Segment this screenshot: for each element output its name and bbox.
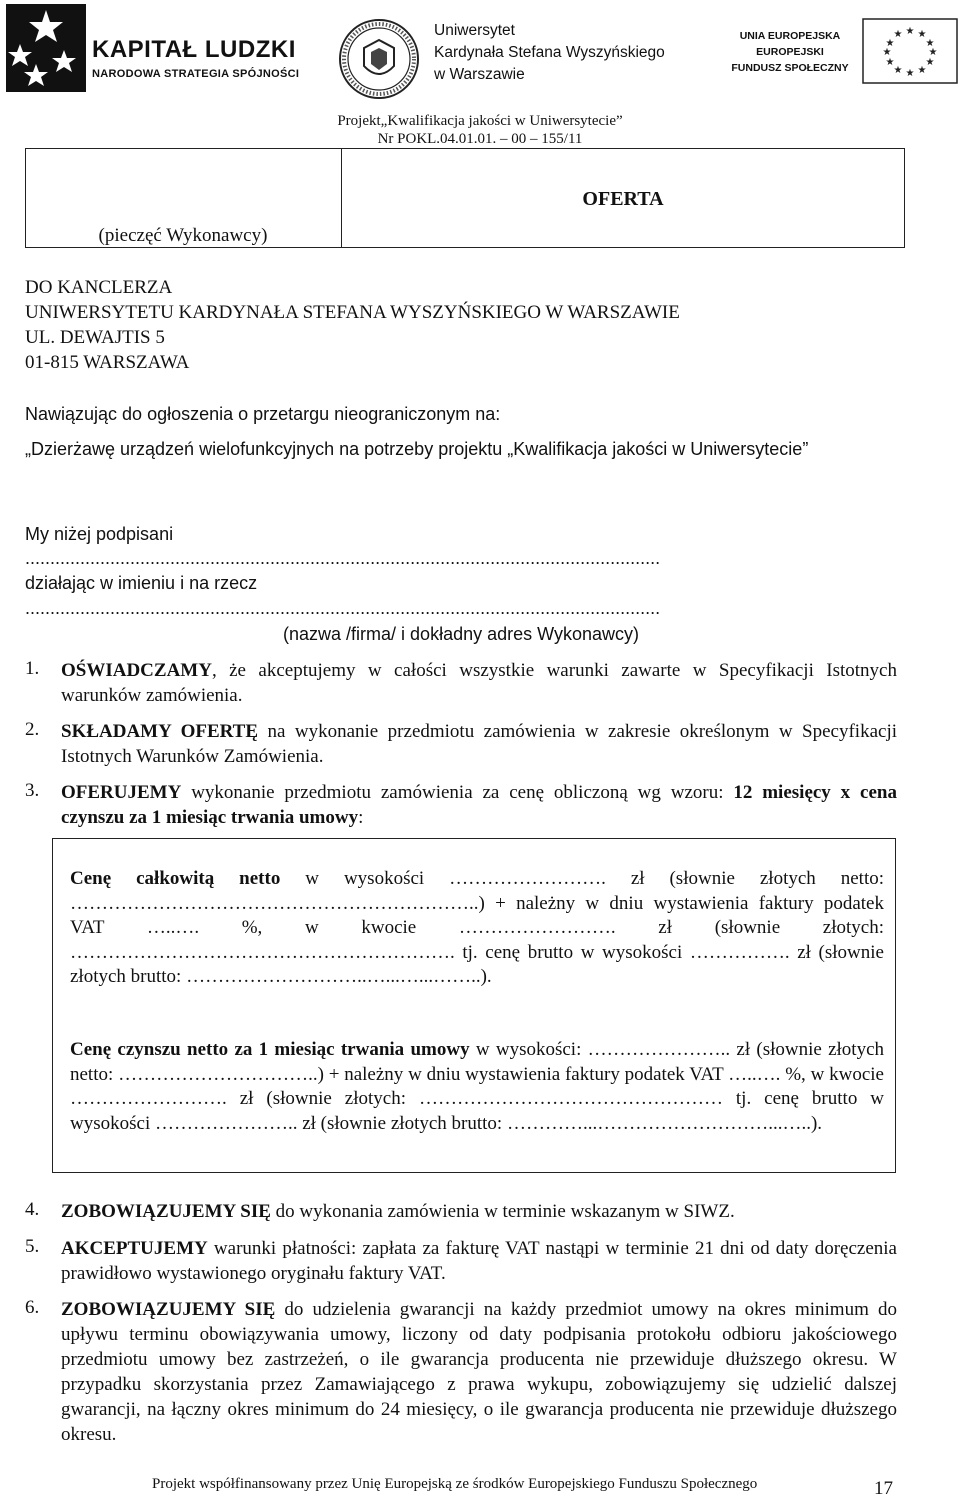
monthly-price-text	[70, 1038, 884, 1136]
svg-text:★: ★	[893, 65, 903, 76]
item-1-bold: OŚWIADCZAMY	[61, 660, 212, 681]
item-2-text	[61, 719, 897, 769]
page-number: 17	[874, 1478, 893, 1499]
eu-line-1: UNIA EUROPEJSKA	[739, 30, 841, 42]
monthly-price-label: Cenę czynszu netto za 1 miesiąc trwania umowy	[70, 1039, 470, 1060]
university-line-2: Kardynała Stefana Wyszyńskiego	[434, 44, 665, 61]
total-price-label: Cenę całkowitą netto	[70, 868, 281, 889]
item-2-body: na wykonanie przedmiotu zamówienia w zakresie określonym w Specyfikacji Istotnych Warunków Zamówienia.	[61, 721, 898, 767]
item-5-text	[61, 1236, 897, 1286]
svg-text:★: ★	[917, 29, 927, 40]
item-3-body: wykonanie przedmiotu zamówienia za cenę obliczoną wg wzoru:	[181, 782, 734, 803]
address-line-4: 01-815 WARSZAWA	[25, 352, 190, 373]
kapital-ludzki-logo	[6, 4, 306, 94]
item-4-bold: ZOBOWIĄZUJEMY SIĘ	[61, 1201, 271, 1222]
item-4-body: do wykonania zamówienia w terminie wskazanym w SIWZ.	[270, 1201, 735, 1222]
acting-dots: ...............................................................................................................................	[25, 598, 661, 618]
item-1-text	[61, 658, 897, 708]
seal-label: (pieczęć Wykonawcy)	[98, 225, 268, 246]
item-3-bold-formula: 12 miesięcy x cena czynszu za 1 miesiąc trwania umowy	[61, 782, 897, 828]
eu-flag-icon	[862, 18, 958, 84]
university-seal-icon	[338, 18, 420, 100]
item-3-number: 3.	[25, 780, 40, 801]
item-3-text	[61, 780, 897, 830]
item-6-bold: ZOBOWIĄZUJEMY SIĘ	[61, 1299, 276, 1320]
item-1-number: 1.	[25, 658, 40, 679]
total-price-body: w wysokości ……………………. zł (słownie złotych netto: ………………………………………………………..) + należny w dniu wystawienia faktury podatek VAT …..…. %, w kwocie ……………………. zł (słownie złotych: ……………………………………………………. tj. cenę brutto w wysokości ……………. zł (słownie złotych brutto: ………………………..…...…...……..).	[70, 868, 885, 987]
item-4-number: 4.	[25, 1199, 40, 1220]
undersigned-dots: ...............................................................................................................................	[25, 548, 661, 568]
item-5-number: 5.	[25, 1236, 40, 1257]
item-3-colon: :	[358, 807, 364, 828]
item-6-number: 6.	[25, 1297, 40, 1318]
kapital-ludzki-subtitle: NARODOWA STRATEGIA SPÓJNOŚCI	[92, 68, 300, 80]
acting-label: działając w imieniu i na rzecz	[25, 573, 258, 593]
footer-cofinancing: Projekt współfinansowany przez Unię Europejską ze środków Europejskiego Funduszu Społecznego	[152, 1476, 758, 1492]
university-line-3: w Warszawie	[434, 66, 525, 83]
eu-line-2: EUROPEJSKI	[756, 46, 824, 58]
kapital-ludzki-title: KAPITAŁ LUDZKI	[92, 36, 296, 63]
undersigned-label: My niżej podpisani	[25, 524, 174, 544]
item-2-number: 2.	[25, 719, 40, 740]
project-number: Nr POKL.04.01.01. – 00 – 155/11	[377, 131, 583, 147]
project-title: Projekt„Kwalifikacja jakości w Uniwersytecie”	[337, 113, 623, 129]
svg-text:★: ★	[917, 65, 927, 76]
svg-text:★: ★	[925, 38, 935, 49]
eu-fund-label	[726, 28, 854, 76]
address-line-2: UNIWERSYTETU KARDYNAŁA STEFANA WYSZYŃSKIEGO W WARSZAWIE	[25, 302, 680, 323]
svg-text:★: ★	[905, 68, 915, 79]
svg-text:★: ★	[882, 47, 892, 58]
kapital-ludzki-emblem-icon	[6, 4, 90, 94]
item-5-body: warunki płatności: zapłata za fakturę VAT nastąpi w terminie 21 dni od daty doręczenia prawidłowo wystawionego oryginału faktury VAT.	[61, 1238, 897, 1284]
item-1-body: , że akceptujemy w całości wszystkie warunki zawarte w Specyfikacji Istotnych warunków zamówienia.	[61, 660, 897, 706]
item-5-bold: AKCEPTUJEMY	[61, 1238, 208, 1259]
monthly-price-body: w wysokości: ………………….. zł (słownie złotych netto: …………………………..) + należny w dniu wystawienia faktury podatek VAT …..…. %, w kwocie ……………………. zł (słownie złotych: ………………………………………… tj. cenę brutto w wysokości ………………….. zł (słownie złotych brutto: …………...………………………...…..).	[70, 1039, 885, 1134]
svg-text:★: ★	[893, 29, 903, 40]
university-line-1: Uniwersytet	[434, 22, 515, 39]
address-line-3: UL. DEWAJTIS 5	[25, 327, 165, 348]
project-header	[0, 112, 960, 148]
item-3-bold: OFERUJEMY	[61, 782, 182, 803]
tender-subject: „Dzierżawę urządzeń wielofunkcyjnych na potrzeby projektu „Kwalifikacja jakości w Uniwersytecie”	[25, 439, 809, 459]
svg-text:★: ★	[905, 26, 915, 37]
address-line-1: DO KANCLERZA	[25, 277, 173, 298]
item-6-text	[61, 1297, 897, 1447]
contractor-hint: (nazwa /firma/ i dokładny adres Wykonawcy)	[283, 624, 639, 644]
item-2-bold: SKŁADAMY OFERTĘ	[61, 721, 259, 742]
offer-title: OFERTA	[582, 188, 664, 210]
total-price-text	[70, 867, 884, 990]
item-4-text	[61, 1199, 897, 1224]
svg-text:★: ★	[885, 57, 895, 68]
svg-text:★: ★	[925, 57, 935, 68]
item-6-body: do udzielenia gwarancji na każdy przedmiot umowy na okres minimum do upływu terminu obowiązywania umowy, liczony od daty podpisania protokołu odbioru jakościowego przedmiotu umowy bez zastrzeżeń, o ile gwarancja producenta nie przewiduje dłuższego okresu. W przypadku skorzystania przez Zamawiającego z prawa wykupu, zobowiązujemy się udzielić dalszej gwarancji, na łączny okres minimum do 24 miesięcy, o ile gwarancja producenta nie przewiduje dłuższego okresu.	[61, 1299, 897, 1445]
svg-text:★: ★	[885, 38, 895, 49]
university-name	[434, 20, 665, 86]
svg-text:★: ★	[928, 47, 938, 58]
announcement-text: Nawiązując do ogłoszenia o przetargu nieograniczonym na:	[25, 404, 501, 424]
eu-line-3: FUNDUSZ SPOŁECZNY	[731, 62, 849, 74]
